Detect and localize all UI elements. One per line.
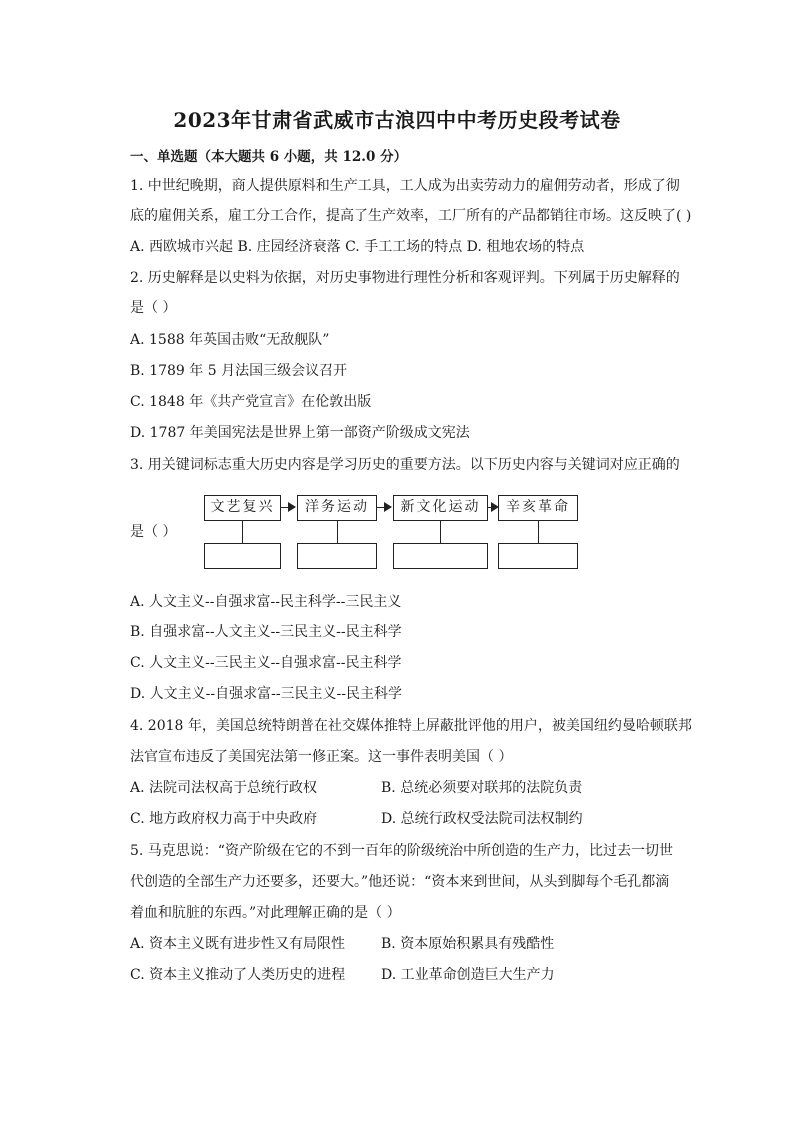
q4-stem-line1: 4. 2018 年，美国总统特朗普在社交媒体推特上屏蔽批评他的用户，被美国纽约曼哈顿联邦 — [130, 718, 692, 734]
q1-options: A. 西欧城市兴起 B. 庄园经济衰落 C. 手工工场的特点 D. 租地农场的特点 — [130, 239, 585, 255]
q5-option-b: B. 资本原始积累具有残酷性 — [381, 936, 555, 952]
q5-stem-line3: 着血和肮脏的东西。”对此理解正确的是（ ） — [130, 905, 401, 921]
keyword-box-westernization: 洋务运动 — [297, 495, 377, 521]
keyword-box-xinhai: 辛亥革命 — [498, 495, 578, 521]
q3-option-a: A. 人文主义--自强求富--民主科学--三民主义 — [130, 594, 402, 610]
q1-stem-line2: 底的雇佣关系，雇工分工合作，提高了生产效率，工厂所有的产品都销往市场。这反映了( ) — [130, 208, 692, 224]
q1-stem-line1: 1. 中世纪晚期，商人提供原料和生产工具，工人成为出卖劳动力的雇佣劳动者，形成了彻 — [130, 178, 680, 194]
q3-option-c: C. 人文主义--三民主义--自强求富--民主科学 — [130, 655, 402, 671]
connector-line — [337, 521, 338, 543]
q4-option-c: C. 地方政府权力高于中央政府 — [130, 811, 318, 827]
q2-option-a: A. 1588 年英国击败“无敌舰队” — [130, 332, 330, 348]
q5-option-d: D. 工业革命创造巨大生产力 — [381, 967, 555, 983]
q3-stem-line1: 3. 用关键词标志重大历史内容是学习历史的重要方法。以下历史内容与关键词对应正确的 — [130, 457, 680, 473]
section-header: 一、单选题（本大题共 6 小题，共 12.0 分） — [130, 149, 408, 165]
connector-line — [242, 521, 243, 543]
q2-option-c: C. 1848 年《共产党宣言》在伦敦出版 — [130, 394, 372, 410]
answer-box — [204, 543, 281, 569]
q5-stem-line1: 5. 马克思说：“资产阶级在它的不到一百年的阶级统治中所创造的生产力，比过去一切世 — [130, 843, 673, 859]
answer-box — [297, 543, 377, 569]
q3-stem-line2: 是（ ） — [130, 524, 177, 540]
q5-option-c: C. 资本主义推动了人类历史的进程 — [130, 967, 346, 983]
keyword-box-renaissance: 文艺复兴 — [204, 495, 281, 521]
connector-line — [440, 521, 441, 543]
q4-option-b: B. 总统必须要对联邦的法院负责 — [381, 780, 583, 796]
arrow-icon — [384, 502, 392, 512]
keyword-box-new-culture: 新文化运动 — [393, 495, 488, 521]
q2-option-d: D. 1787 年美国宪法是世界上第一部资产阶级成文宪法 — [130, 425, 470, 441]
q4-stem-line2: 法官宣布违反了美国宪法第一修正案。这一事件表明美国（ ） — [130, 749, 513, 765]
q5-option-a: A. 资本主义既有进步性又有局限性 — [130, 936, 346, 952]
q2-option-b: B. 1789 年 5 月法国三级会议召开 — [130, 363, 348, 379]
q2-stem-line1: 2. 历史解释是以史料为依据，对历史事物进行理性分析和客观评判。下列属于历史解释的 — [130, 270, 680, 286]
q2-stem-line2: 是（ ） — [130, 300, 177, 316]
q3-keyword-diagram — [204, 495, 579, 575]
answer-box — [498, 543, 578, 569]
arrow-icon — [288, 502, 296, 512]
q3-option-b: B. 自强求富--人文主义--三民主义--民主科学 — [130, 624, 402, 640]
q5-stem-line2: 代创造的全部生产力还要多，还要大。”他还说：“资本来到世间，从头到脚每个毛孔都滴 — [130, 874, 670, 890]
q4-option-a: A. 法院司法权高于总统行政权 — [130, 780, 318, 796]
q4-option-d: D. 总统行政权受法院司法权制约 — [381, 811, 583, 827]
q3-option-d: D. 人文主义--自强求富--三民主义--民主科学 — [130, 686, 403, 702]
page-title: 2023年甘肃省武威市古浪四中中考历史段考试卷 — [173, 108, 621, 132]
answer-box — [393, 543, 488, 569]
connector-line — [538, 521, 539, 543]
